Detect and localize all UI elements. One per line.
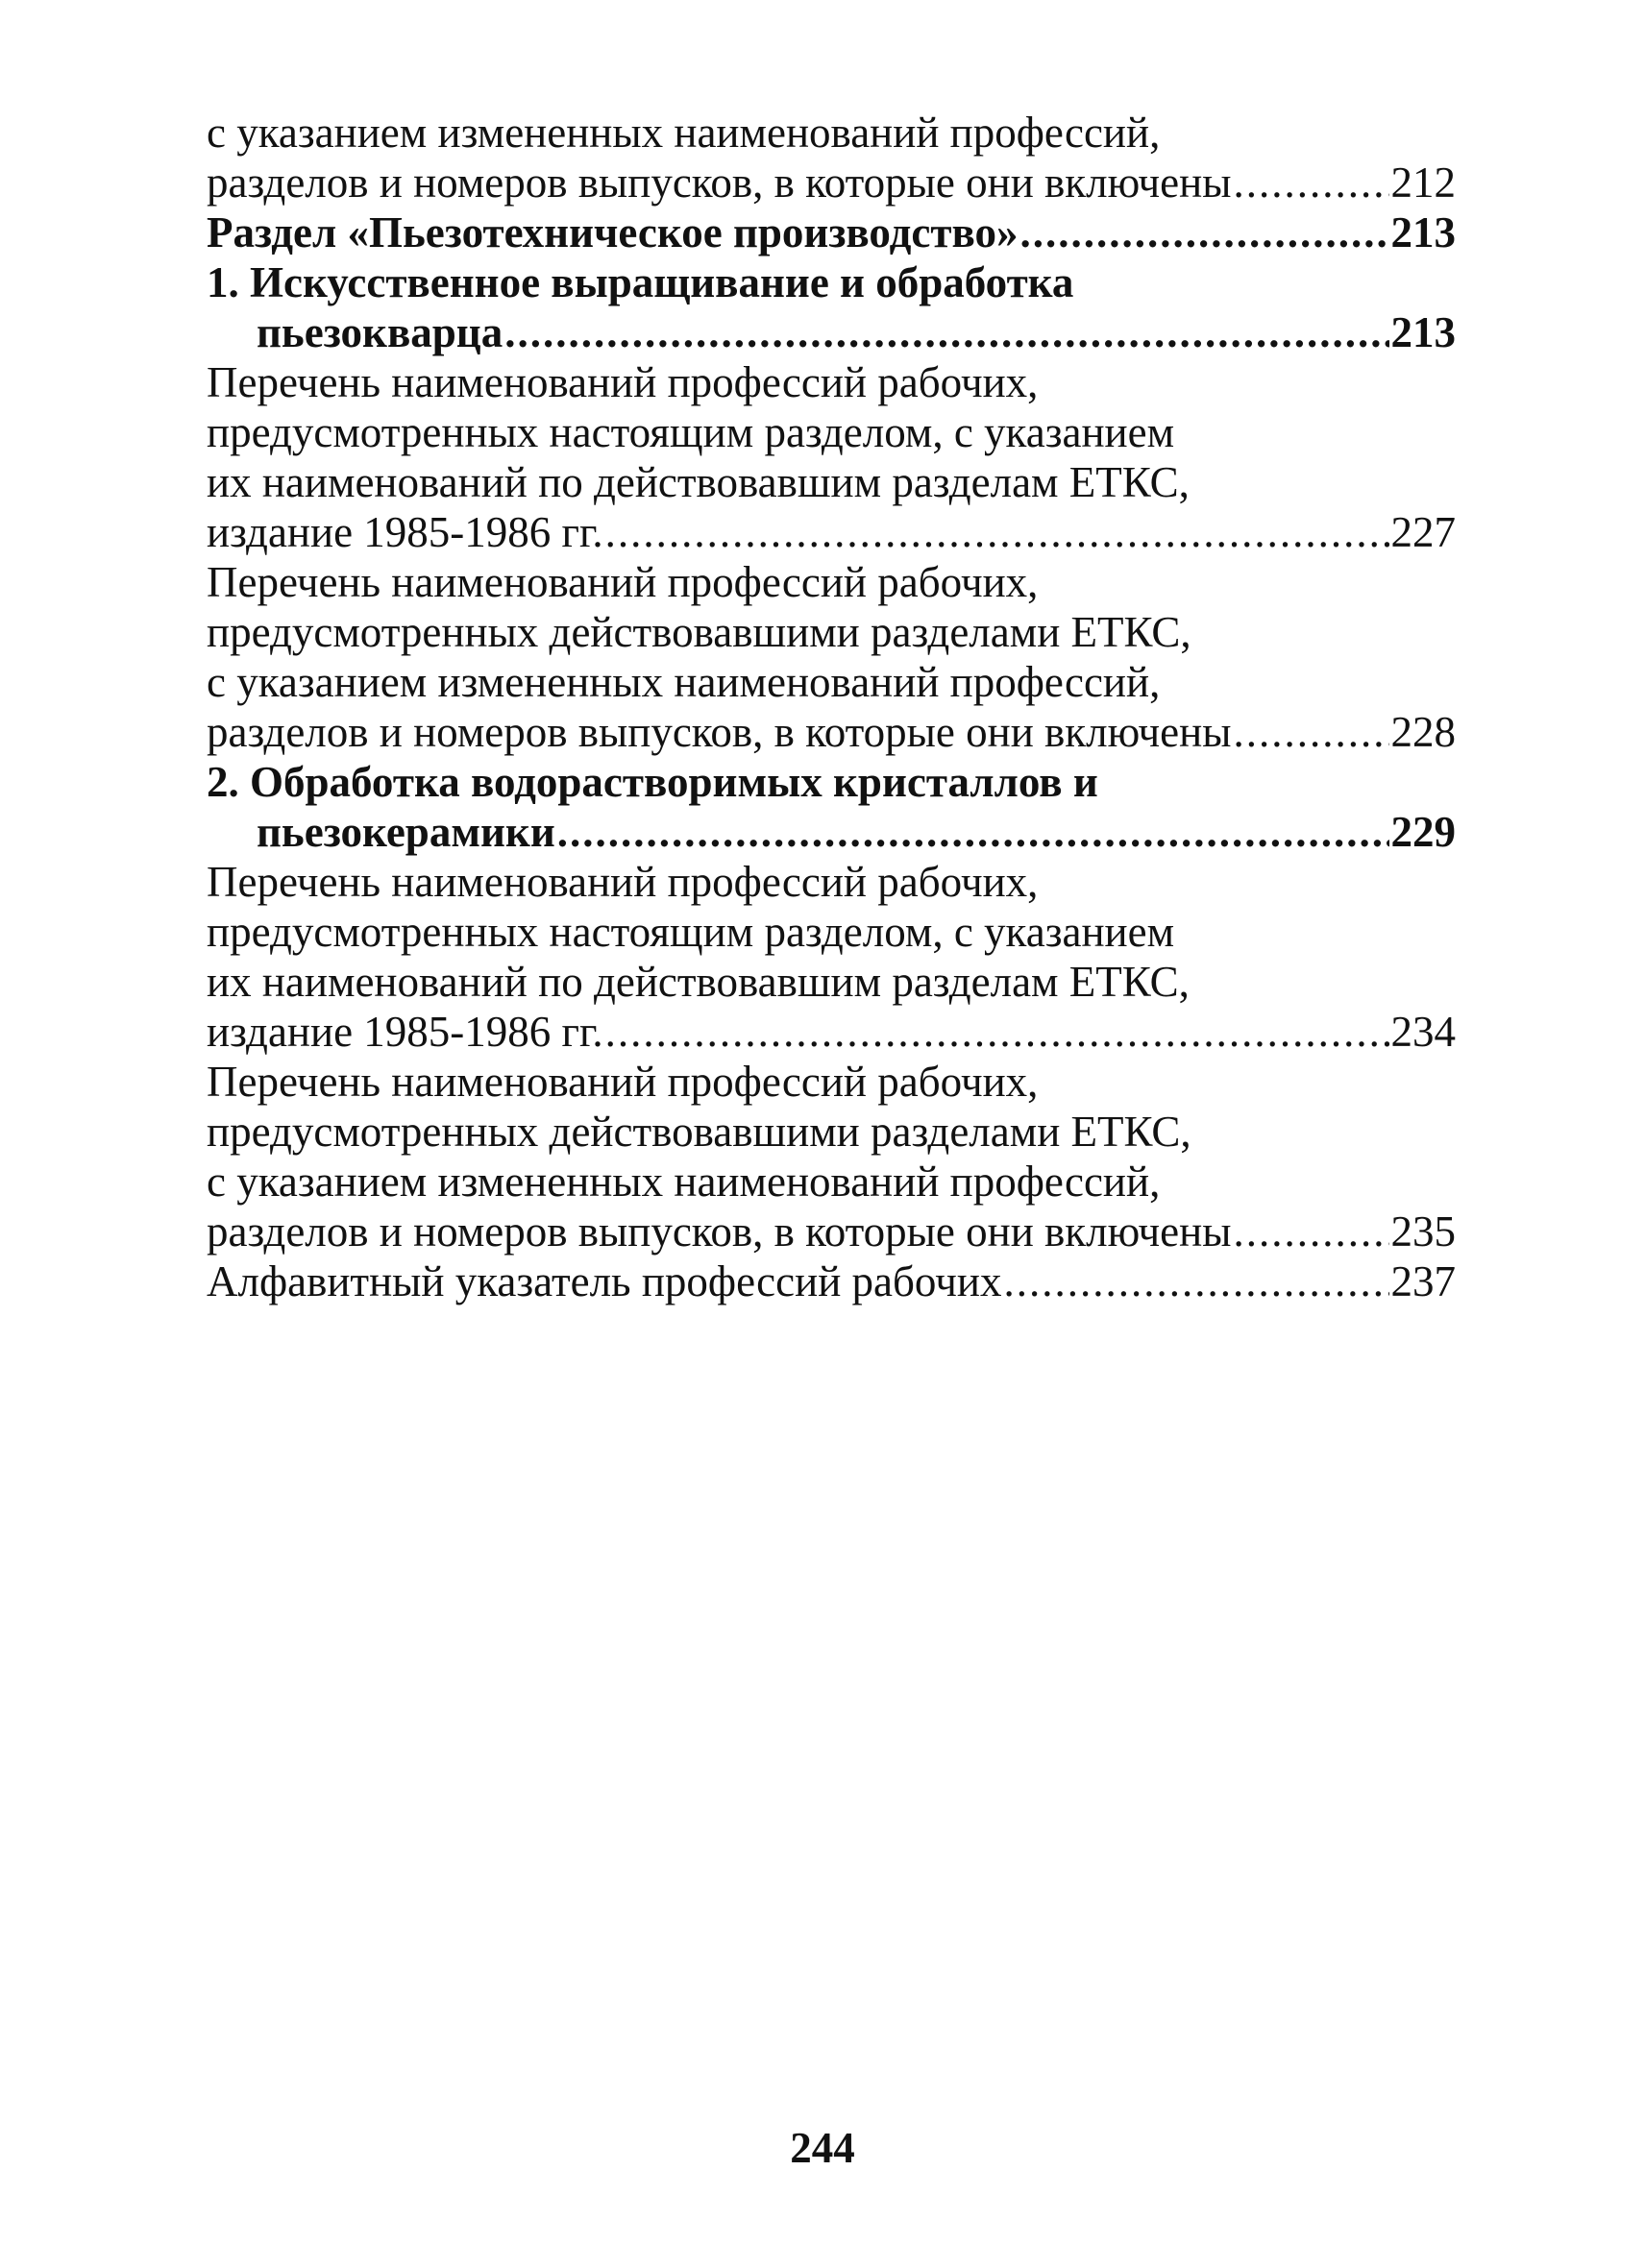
toc-entry-page: 213 [1390, 308, 1456, 356]
dot-leader [1003, 1256, 1388, 1306]
dot-leader [1233, 707, 1388, 757]
toc-line: Перечень наименований профессий рабочих, [207, 358, 1039, 406]
toc-entry-page: 229 [1390, 808, 1456, 856]
toc-entry-title: Раздел «Пьезотехническое производство» [207, 208, 1019, 256]
dot-leader [557, 807, 1389, 857]
toc-entry-title: пьезокерамики [257, 808, 555, 856]
toc-line: предусмотренных настоящим разделом, с указанием [207, 408, 1175, 456]
toc-entry-section[interactable] [207, 207, 1456, 257]
toc-entry-subsection[interactable] [207, 307, 1456, 357]
toc-line: Перечень наименований профессий рабочих, [207, 1058, 1039, 1106]
table-of-contents [207, 108, 1456, 1306]
dot-leader [1019, 207, 1388, 257]
toc-entry-page: 212 [1390, 159, 1456, 207]
toc-entry[interactable] [207, 158, 1456, 207]
page-number: 244 [790, 2124, 855, 2172]
dot-leader [605, 507, 1389, 557]
toc-line: Перечень наименований профессий рабочих, [207, 558, 1039, 606]
toc-entry-page: 213 [1390, 208, 1456, 256]
toc-heading: 1. Искусственное выращивание и обработка [207, 258, 1074, 306]
toc-entry-title: разделов и номеров выпусков, в которые они включены [207, 708, 1232, 756]
toc-line: их наименований по действовавшим разделам ЕТКС, [207, 458, 1190, 506]
dot-leader [1233, 1207, 1388, 1256]
toc-entry-page: 234 [1390, 1008, 1456, 1056]
toc-entry-title: разделов и номеров выпусков, в которые они включены [207, 159, 1232, 207]
toc-entry[interactable] [207, 707, 1456, 757]
toc-line: с указанием измененных наименований профессий, [207, 1158, 1161, 1206]
toc-entry-title: разделов и номеров выпусков, в которые они включены [207, 1207, 1232, 1256]
toc-heading: 2. Обработка водорастворимых кристаллов и [207, 758, 1098, 806]
toc-entry[interactable] [207, 1256, 1456, 1306]
dot-leader [504, 307, 1388, 357]
toc-entry[interactable] [207, 1007, 1456, 1057]
toc-line: предусмотренных настоящим разделом, с указанием [207, 908, 1175, 956]
toc-entry-page: 237 [1390, 1257, 1456, 1305]
toc-entry[interactable] [207, 1207, 1456, 1256]
dot-leader [605, 1007, 1389, 1057]
toc-entry-title: пьезокварца [257, 308, 503, 356]
toc-entry-page: 227 [1390, 508, 1456, 556]
toc-line: Перечень наименований профессий рабочих, [207, 858, 1039, 906]
toc-entry-page: 228 [1390, 708, 1456, 756]
toc-entry-title: издание 1985-1986 гг. [207, 508, 603, 556]
toc-entry-page: 235 [1390, 1207, 1456, 1256]
toc-entry[interactable] [207, 507, 1456, 557]
toc-entry-subsection[interactable] [207, 807, 1456, 857]
toc-line: с указанием измененных наименований профессий, [207, 658, 1161, 706]
toc-line: предусмотренных действовавшими разделами ЕТКС, [207, 608, 1191, 656]
toc-line: предусмотренных действовавшими разделами ЕТКС, [207, 1108, 1191, 1156]
toc-line: с указанием измененных наименований профессий, [207, 109, 1161, 157]
dot-leader [1233, 158, 1388, 207]
toc-line: их наименований по действовавшим разделам ЕТКС, [207, 958, 1190, 1006]
toc-entry-title: Алфавитный указатель профессий рабочих [207, 1257, 1002, 1305]
toc-entry-title: издание 1985-1986 гг. [207, 1008, 603, 1056]
